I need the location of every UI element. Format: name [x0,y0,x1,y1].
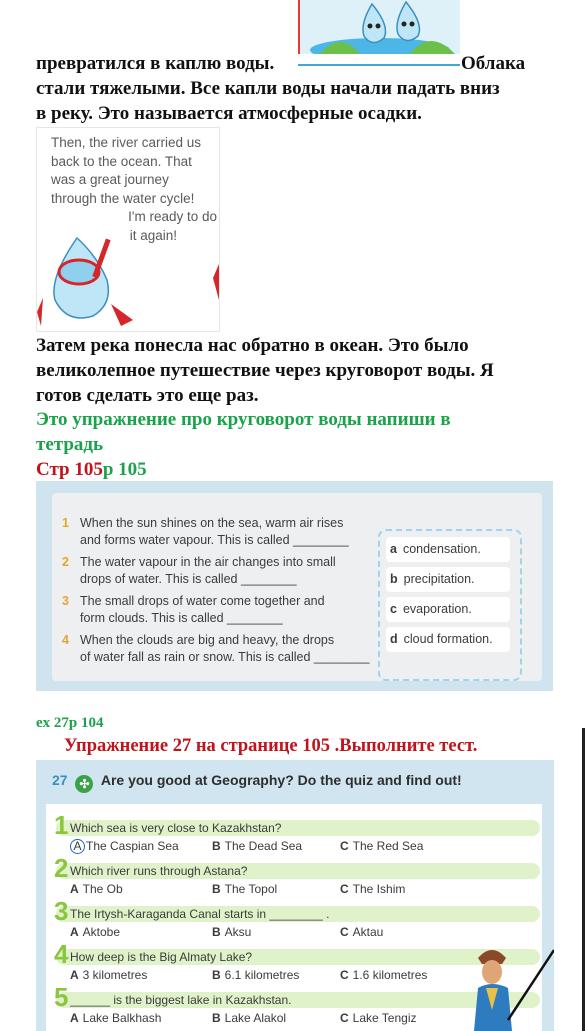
ex27-label: ex 27p 104 [36,715,104,731]
river-card-line: was a great journey [51,172,169,187]
scroll-bar[interactable] [582,728,585,1031]
river-card-line: I'm ready to do [128,209,217,224]
quiz-option-a[interactable]: A The Caspian Sea [70,838,179,854]
answer-option-d: d cloud formation. [386,627,510,652]
exercise-question-2: 2 The water vapour in the air changes into small drops of water. This is called ________ [62,555,336,586]
quiz-option-c[interactable]: C Aktau [340,925,384,939]
quiz-option-a[interactable]: A 3 kilometres [70,968,148,982]
answer-option-c: c evaporation. [386,597,510,622]
paragraph2-line1: Затем река понесла нас обратно в океан. Это было [36,335,469,356]
quiz-title: Are you good at Geography? Do the quiz and find out! [100,772,462,788]
quiz-option-a[interactable]: A The Ob [70,882,123,896]
exercise-question-4: 4 When the clouds are big and heavy, the drops of water fall as rain or snow. This is called ________ [62,633,370,664]
paragraph1-line3: в реку. Это называется атмосферные осадки. [36,103,422,124]
quiz-header [52,768,532,792]
instruction-line1: Это упражнение про круговорот воды напиши в [36,409,451,430]
answer-option-b: b precipitation. [386,567,510,592]
illustration-underline [298,64,460,66]
river-card-line: through the water cycle! [51,190,195,206]
quiz-option-b[interactable]: B 6.1 kilometres [212,968,300,982]
exercise-question-1: 1 When the sun shines on the sea, warm air rises and forms water vapour. This is called ________ [62,516,349,547]
river-card-line: Then, the river carried us [51,135,202,150]
quiz-option-c[interactable]: C The Red Sea [340,839,424,853]
answer-options-box [378,529,522,681]
quiz-question-2: 2 Which river runs through Astana? A The Ob B The Topol C The Ishim [46,861,542,905]
answer-option-a: a condensation. [386,537,510,562]
quiz-option-c[interactable]: C 1.6 kilometres [340,968,428,982]
page-reference-ru: Стр 105 [36,459,103,480]
quiz-question-3: 3 The Irtysh-Karaganda Canal starts in ________ . A Aktobe B Aksu C Aktau [46,904,542,948]
quiz-option-b[interactable]: B The Topol [212,882,278,896]
geography-quiz [36,760,554,1031]
quiz-option-a[interactable]: A Aktobe [70,925,121,939]
page-reference [36,457,336,482]
compass-icon: ✣ [75,775,93,793]
quiz-question-4: 4 How deep is the Big Almaty Lake? A 3 kilometres B 6.1 kilometres C 1.6 kilometres [46,947,542,991]
water-drops-illustration [298,0,460,54]
quiz-question-5: 5 ______ is the biggest lake in Kazakhstan. A Lake Balkhash B Lake Alakol C Lake Tengiz [46,990,542,1031]
quiz-number: 27 [52,772,68,788]
river-card-line: back to the ocean. That [51,153,192,169]
traditional-character-illustration [468,940,554,1031]
diver-drop-icon [37,228,219,331]
page-reference-en: p 105 [102,459,147,480]
exercise-question-3: 3 The small drops of water come together and form clouds. This is called ________ [62,594,325,625]
paragraph1-line2: стали тяжелыми. Все капли воды начали падать вниз [36,78,500,99]
exercise-card [52,493,542,681]
quiz-option-b[interactable]: B Lake Alakol [212,1011,287,1025]
paragraph1-line1-start: превратился в каплю воды. [36,53,275,74]
paragraph2-line3: готов сделать это еще раз. [36,385,259,406]
river-card [36,127,220,332]
quiz-option-b[interactable]: B The Dead Sea [212,839,303,853]
ex27-heading: Упражнение 27 на странице 105 .Выполните тест. [64,736,478,756]
instruction-line2: тетрадь [36,434,104,455]
quiz-option-c[interactable]: C The Ishim [340,882,406,896]
paragraph1-line1-end: Облака [461,53,526,74]
quiz-option-a[interactable]: A Lake Balkhash [70,1011,162,1025]
quiz-question-1: 1 Which sea is very close to Kazakhstan? A The Caspian Sea B The Dead Sea C The Red Sea [46,818,542,862]
quiz-option-b[interactable]: B Aksu [212,925,252,939]
quiz-option-c[interactable]: C Lake Tengiz [340,1011,417,1025]
water-cycle-exercise [36,481,553,691]
river-card-line: it again! [129,227,177,243]
paragraph2-line2: великолепное путешествие через круговорот воды. Я [36,360,494,381]
